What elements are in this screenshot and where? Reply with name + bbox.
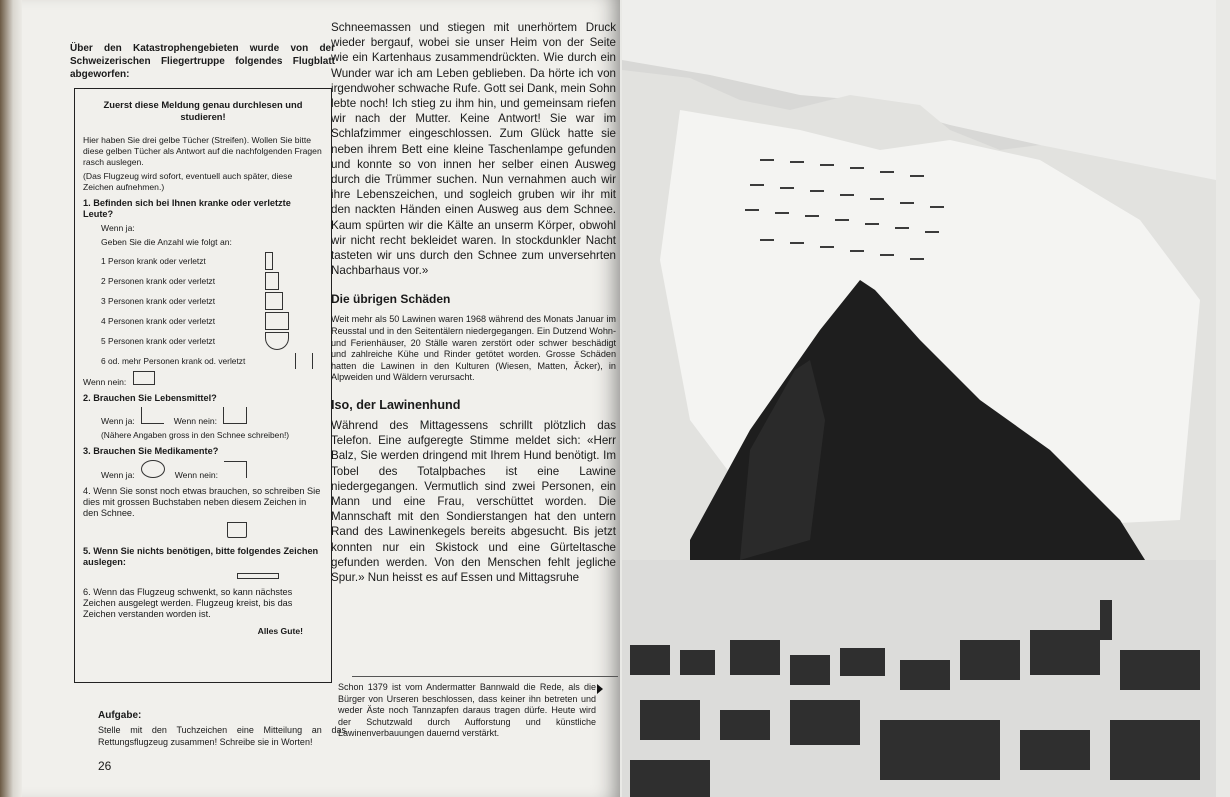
question-6: 6. Wenn das Flugzeug schwenkt, so kann nächstes Zeichen ausgelegt werden. Flugzeug kreist, bis das Zeichen verstanden worden ist.: [83, 587, 293, 619]
closing-text: Alles Gute!: [257, 626, 303, 636]
question-4: 4. Wenn Sie sonst noch etwas brauchen, so schreiben Sie dies mit grossen Buchstaben neben diesem Zeichen in den Schnee.: [83, 486, 321, 518]
q3-answers: Wenn ja: Wenn nein:: [83, 460, 323, 481]
flyer-intro: [70, 42, 335, 81]
q1-yes-label: Wenn ja:: [101, 223, 135, 233]
signal-T-icon: [224, 461, 247, 478]
signal-H-icon: [295, 353, 313, 369]
signal-plus-icon: [133, 371, 155, 385]
story-text: Schneemassen und stiegen mit unerhörtem Druck wieder bergauf, wobei sie unser Heim von der Seite wie ein Kartenhaus zusammendrückten. Wie durch ein Wunder war ich am Leben geblieben. Da hörte ich von irgendwoher schwache Rufe. Gott sei Dank, mein Sohn lebte noch! Ich stieg zu ihm hin, und gemeinsam riefen wir nach der Mutter. Keine Antwort! Sie war im Schlafzimmer eingeschlossen. Zum Glück hatte sie neben ihrem Bett eine kleine Taschenlampe gefunden und konnte so von innen her selber einen Ausweg durch die Trümmer suchen. Nun vernahmen auch wir ihre Lebenszeichen, und sogleich gruben wir ihr mit den nackten Händen einen Ausweg aus dem Schnee. Kaum spürten wir die Kälte an unserm Körper, obwohl wir nicht recht bekleidet waren. In stockdunkler Nacht tasteten wir uns durch den Schnee zum unversehrten Nachbarhaus vor.»: [331, 21, 616, 278]
page-number: 26: [98, 759, 112, 773]
page-stack-edge: [0, 0, 22, 797]
q2-answers: Wenn ja: Wenn nein:: [83, 407, 323, 427]
q1-no-label: Wenn nein:: [83, 371, 323, 388]
task-heading: Aufgabe:: [98, 710, 142, 721]
task-text: Stelle mit den Tuchzeichen eine Mitteilung an das Rettungsflugzeug zusammen! Schreibe sie in Worten!: [98, 725, 346, 747]
signal-dash-icon: [237, 573, 279, 579]
signal-V-icon: [265, 332, 289, 350]
signal-II-icon: [265, 272, 279, 290]
signal-III-icon: [265, 292, 283, 310]
count-row: 6 od. mehr Personen krank od. verletzt: [83, 351, 323, 371]
story-column: [331, 20, 616, 585]
signal-bars-wrap: [83, 571, 323, 582]
q1-yes-desc: Geben Sie die Anzahl wie folgt an:: [101, 237, 232, 247]
box-heading: Zuerst diese Meldung genau durchlesen und studieren!: [103, 99, 303, 122]
flyer-box: [74, 88, 332, 683]
caption-arrow-icon: [597, 684, 603, 694]
count-row: 3 Personen krank oder verletzt: [83, 291, 323, 311]
signal-star-icon: [141, 460, 165, 478]
question-1: 1. Befinden sich bei Ihnen kranke oder verletzte Leute?: [83, 198, 291, 219]
signal-triangle-wrap: [83, 522, 323, 541]
count-row: 5 Personen krank oder verletzt: [83, 331, 323, 351]
section-heading-iso: Iso, der Lawinenhund: [331, 398, 461, 413]
signal-IV-icon: [265, 312, 289, 330]
photo-caption: Schon 1379 ist vom Andermatter Bannwald die Rede, als die Bürger von Urseren beschlossen, dass keiner ihn betreten und weder Äste noch Tannzapfen daraus tragen dürfe. Heute wird der Schutzwald durch Aufforstung und künstliche Lawinenverbauungen dauernd verstärkt.: [338, 682, 596, 739]
mountain-photo: [620, 0, 1230, 797]
q2-note: (Nähere Angaben gross in den Schnee schreiben!): [101, 430, 290, 440]
signal-triangle-icon: [227, 522, 247, 538]
question-2: 2. Brauchen Sie Lebensmittel?: [83, 393, 217, 403]
count-row: 2 Personen krank oder verletzt: [83, 271, 323, 291]
box-note: (Das Flugzeug wird sofort, eventuell auch später, diese Zeichen aufnehmen.): [83, 171, 293, 192]
section-heading-damage: Die übrigen Schäden: [331, 292, 451, 307]
count-row: 4 Personen krank oder verletzt: [83, 311, 323, 331]
left-page: [22, 0, 620, 797]
signal-L-icon: [141, 407, 164, 424]
count-row: 1 Person krank oder verletzt: [83, 251, 323, 271]
damage-text: Weit mehr als 50 Lawinen waren 1968 während des Monats Januar im Reusstal und in den Seitentälern niedergegangen. Ein Dutzend Wohn- und Ferienhäuser, 20 Ställe waren zerstört oder schwer beschädigt und zahlreiche Kühe und Rinder getötet worden. Grosse Schäden hatten die Lawinen in den Kulturen (Wiesen, Matten, Äcker), in Alpweiden und Wäldern verursacht.: [331, 314, 616, 383]
signal-I-icon: [265, 252, 273, 270]
caption-rule: [352, 676, 618, 677]
box-paragraph: Hier haben Sie drei gelbe Tücher (Streifen). Wollen Sie bitte diese gelben Tücher als Antwort auf die nachfolgenden Fragen rasch auslegen.: [83, 135, 322, 167]
intro-text: Über den Katastrophengebieten wurde von der Schweizerischen Fliegertruppe folgendes Flugblatt abgeworfen:: [70, 43, 335, 80]
signal-U-icon: [223, 407, 247, 424]
question-5: 5. Wenn Sie nichts benötigen, bitte folgendes Zeichen auslegen:: [83, 546, 319, 567]
iso-text: Während des Mittagessens schrillt plötzlich das Telefon. Eine aufgeregte Stimme meldet sich: «Herr Balz, Sie werden dringend mit Ihrem Hund benötigt. Im Tobel des Totalpbaches ist eine Lawine niedergegangen. Vermutlich sind zwei Personen, ein Mann und eine Frau, verschüttet worden. Die Mannschaft mit den Sondierstangen hat den untern Rand des Lawinenkegels bereits abgesucht. Bis jetzt konnten nur ein Skistock und eine Gürteltasche gefunden werden. Von den Menschen fehlt jegliche Spur.» Nun heisst es auf Essen und Mittagsruhe: [331, 419, 616, 585]
question-3: 3. Brauchen Sie Medikamente?: [83, 446, 219, 456]
